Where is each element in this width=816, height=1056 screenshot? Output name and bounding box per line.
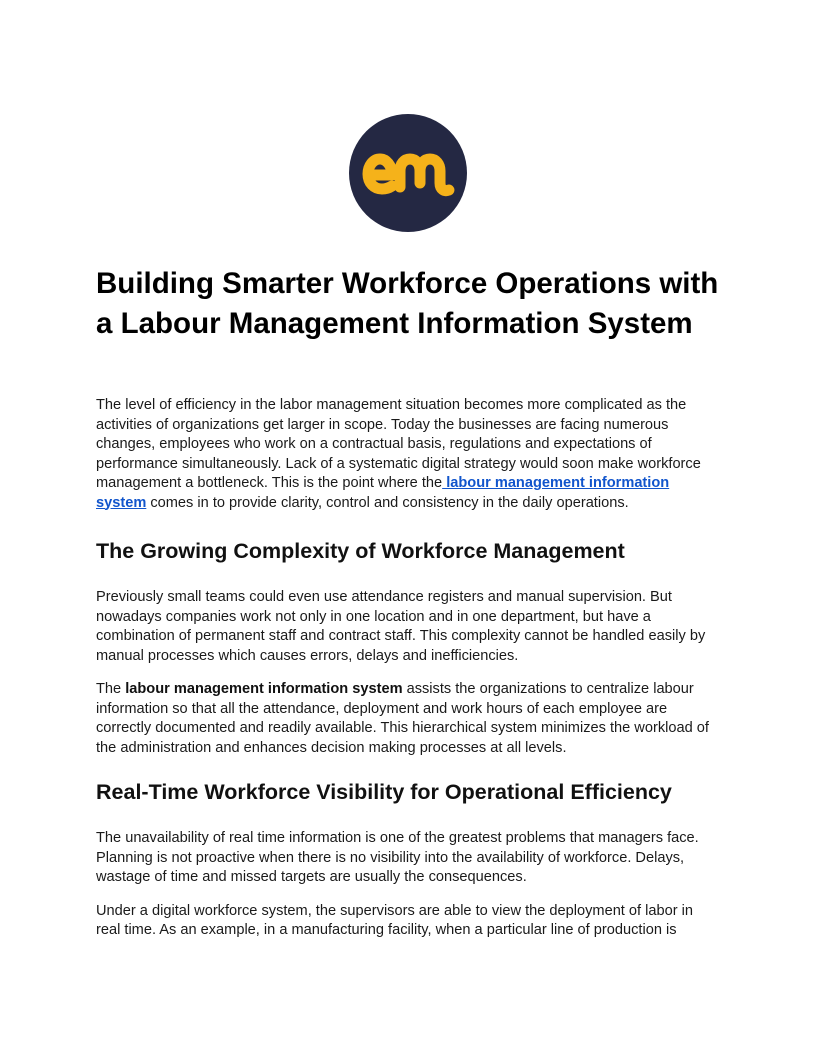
intro-text-end: comes in to provide clarity, control and consistency in the daily operations. [146,494,629,511]
complexity-paragraph-2-prefix: The [96,681,126,697]
em-brand-logo-icon [348,113,468,233]
page-title: Building Smarter Workforce Operations with a Labour Management Information System [96,267,719,340]
intro-text: The level of efficiency in the labor management situation becomes more complicated as the activities of organizations get larger in scope. Today the businesses are facing numerous changes, employees who work on a contractual basis, regulations and expectations of performance simultaneously. Lack of a systematic digital strategy would soon make workforce management a bottleneck. This is the point where the [96,397,701,491]
complexity-paragraph-2-rest: assists the organizations to centralize labour information so that all the attendance, deployment and work hours of each employee are correctly documented and readily available. This hierarchical system minimizes the workload of the administration and enhances decision making processes at all levels. [96,681,709,756]
bold-term: labour management information system [125,681,403,697]
section-heading-complexity: The Growing Complexity of Workforce Management [96,539,625,563]
visibility-paragraph-1: The unavailability of real time information is one of the greatest problems that managers face. Planning is not proactive when there is no visibility into the availability of workforce. Delays, wastage of time and missed targets are usually the consequences. [96,830,699,885]
article-content [96,264,720,941]
labour-management-system-link[interactable]: labour management information system [96,475,670,511]
visibility-paragraph-2: Under a digital workforce system, the supervisors are able to view the deployment of labor in real time. As an example, in a manufacturing facility, when a particular line of production is [96,902,694,938]
section-heading-visibility: Real-Time Workforce Visibility for Operational Efficiency [96,780,672,804]
complexity-paragraph-1: Previously small teams could even use attendance registers and manual supervision. But nowadays companies work not only in one location and in one department, but have a combination of permanent staff and contract staff. This complexity cannot be handled easily by manual processes which causes errors, delays and inefficiencies. [96,589,706,664]
complexity-paragraph-2 [96,680,720,758]
intro-paragraph [96,396,720,513]
